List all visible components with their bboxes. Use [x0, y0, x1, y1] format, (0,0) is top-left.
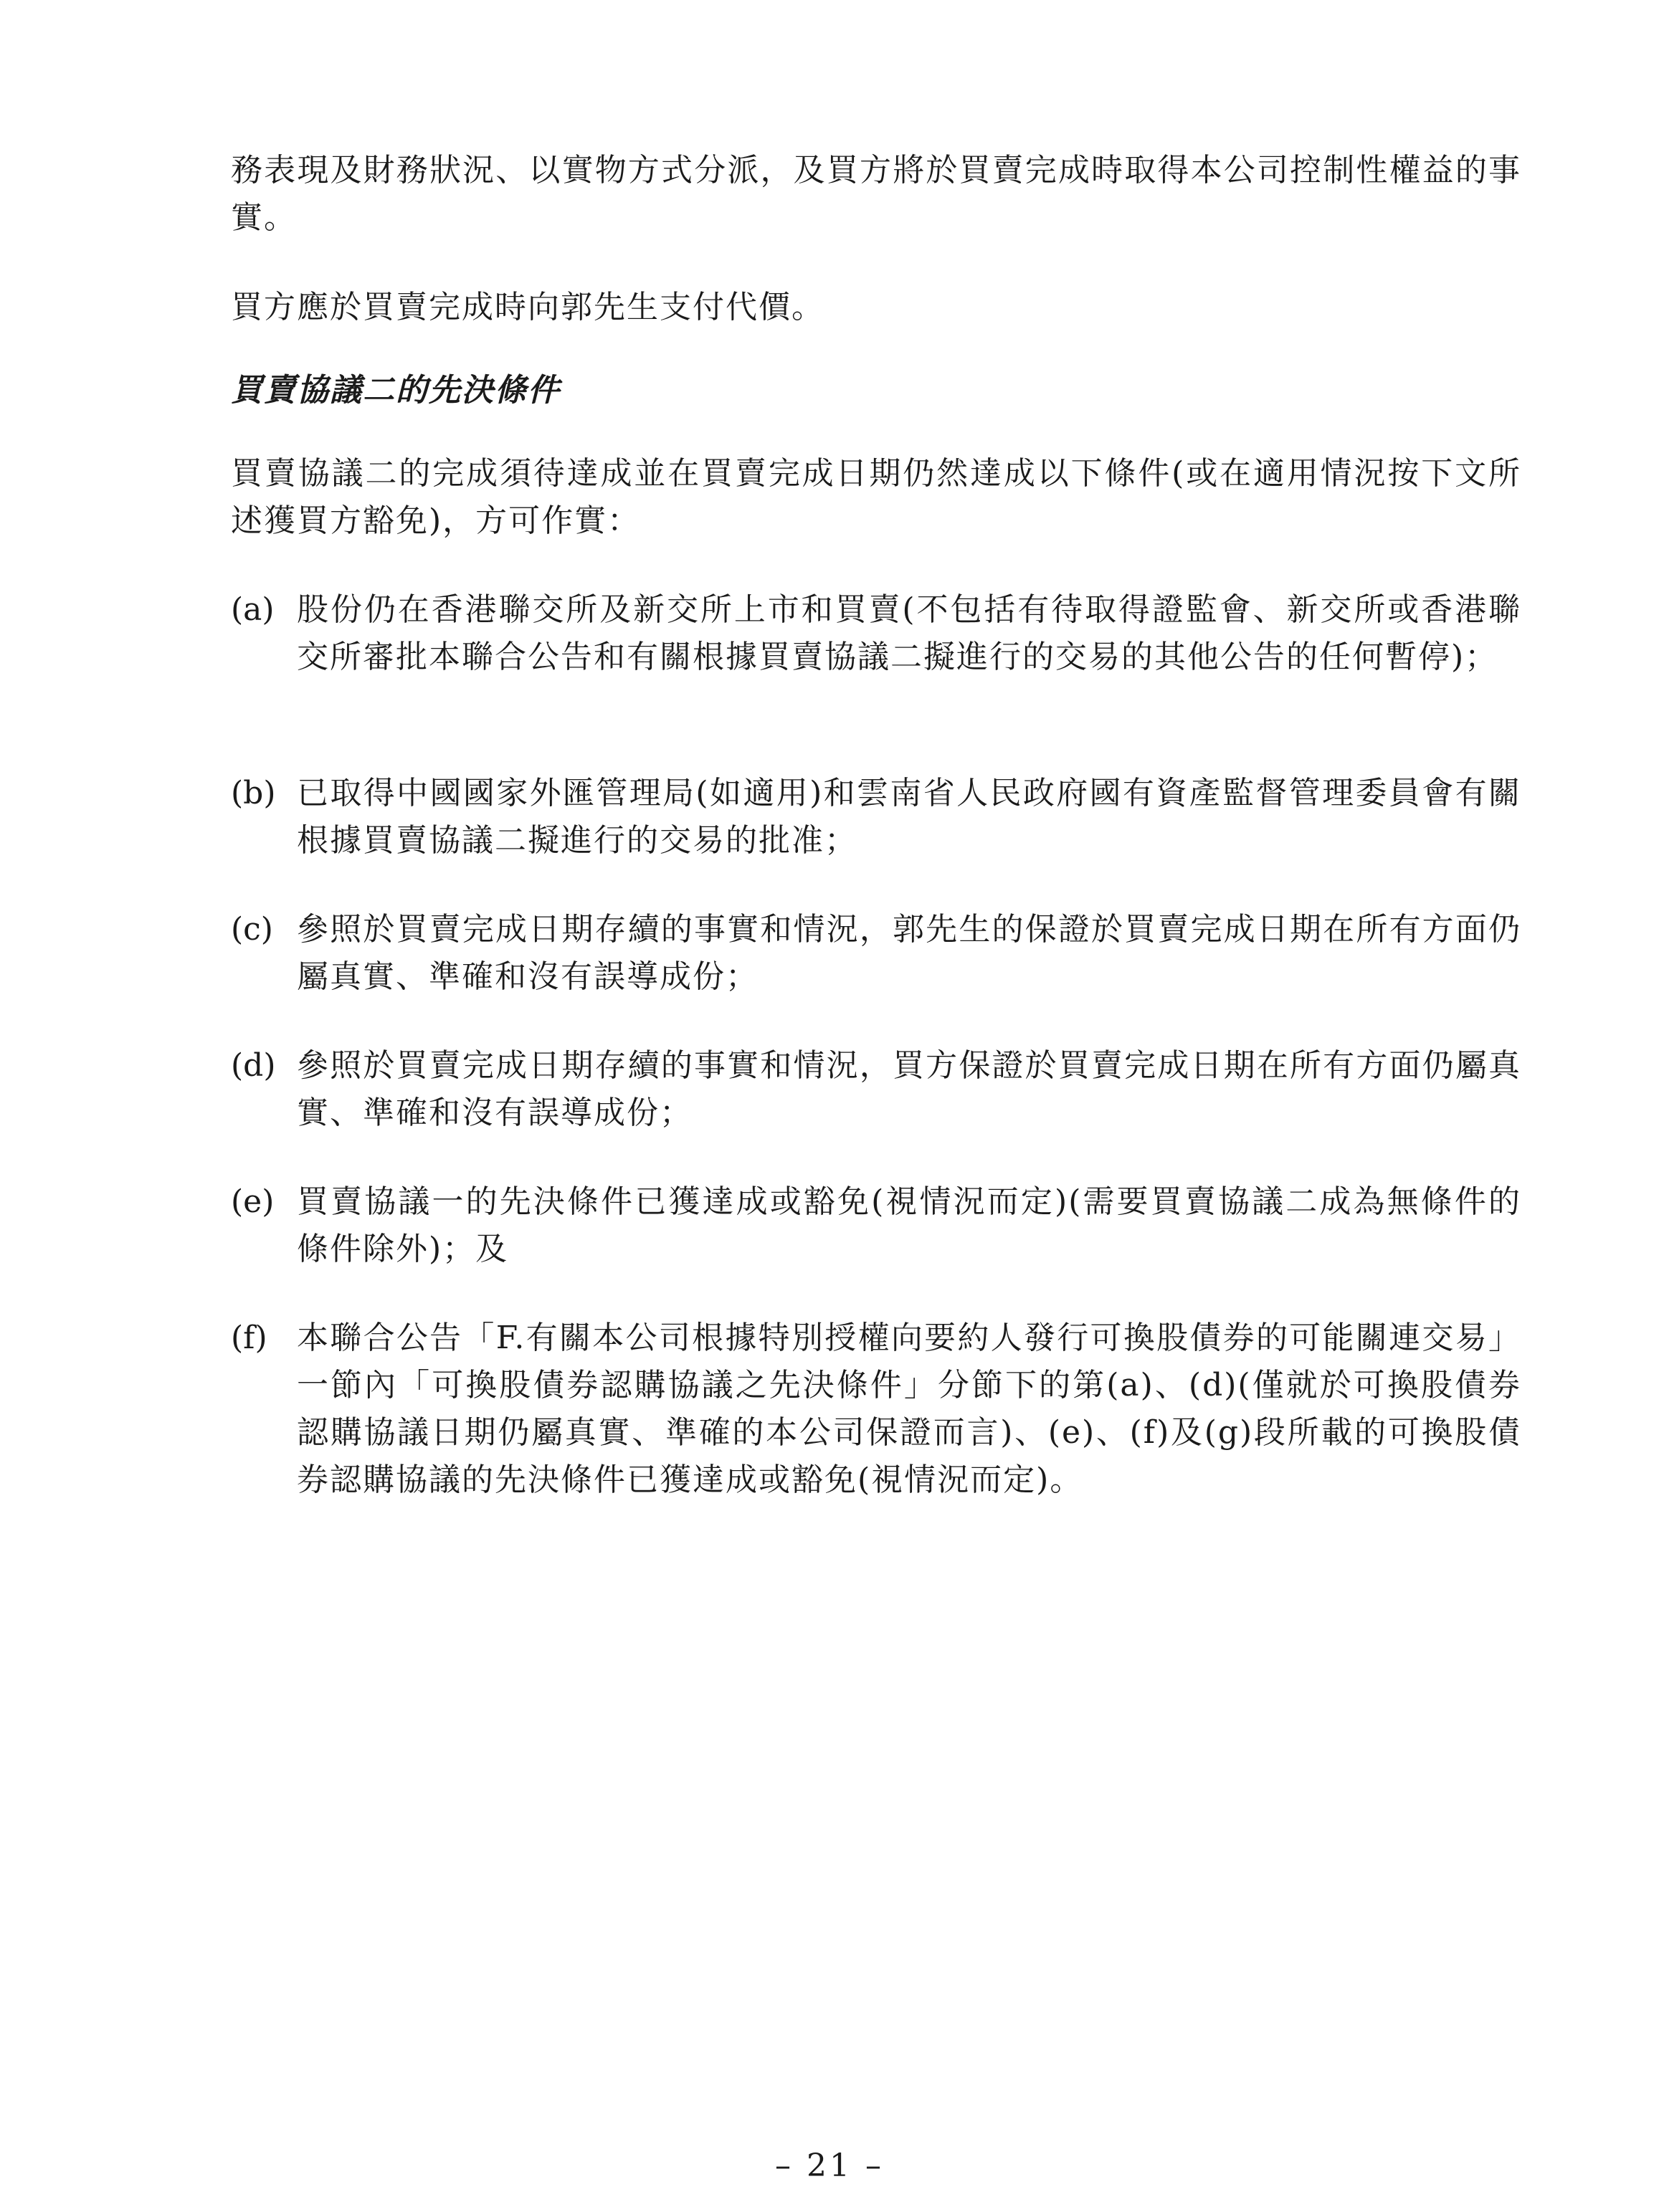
- condition-item-d: [231, 1042, 1521, 1137]
- paragraph-continuation: 務表現及財務狀況、以實物方式分派，及買方將於買賣完成時取得本公司控制性權益的事實。: [231, 152, 1521, 236]
- condition-marker: (c): [231, 911, 273, 948]
- condition-item-e: [231, 1178, 1521, 1273]
- section-heading: 買賣協議二的先決條件: [231, 372, 561, 409]
- condition-item-c: [231, 906, 1521, 1001]
- condition-text: 已取得中國國家外匯管理局(如適用)和雲南省人民政府國有資產監督管理委員會有關根據買賣協議二擬進行的交易的批准；: [297, 775, 1521, 859]
- condition-item-a: [231, 586, 1521, 681]
- condition-marker: (d): [231, 1047, 276, 1084]
- condition-marker: (f): [231, 1320, 267, 1356]
- condition-text: 本聯合公告「F.有關本公司根據特別授權向要約人發行可換股債券的可能關連交易」一節內「可換股債券認購協議之先決條件」分節下的第(a)、(d)(僅就於可換股債券認購協議日期仍屬真實、準確的本公司保證而言)、(e)、(f)及(g)段所載的可換股債券認購協議的先決條件已獲達成或豁免(視情況而定)。: [297, 1320, 1521, 1498]
- paragraph-conditions-intro: 買賣協議二的完成須待達成並在買賣完成日期仍然達成以下條件(或在適用情況按下文所述獲買方豁免)，方可作實：: [231, 455, 1521, 539]
- paragraph-payment: 買方應於買賣完成時向郭先生支付代價。: [231, 289, 824, 325]
- condition-text: 參照於買賣完成日期存續的事實和情況，買方保證於買賣完成日期在所有方面仍屬真實、準確和沒有誤導成份；: [297, 1047, 1521, 1131]
- condition-item-f: [231, 1315, 1521, 1504]
- condition-text: 股份仍在香港聯交所及新交所上市和買賣(不包括有待取得證監會、新交所或香港聯交所審批本聯合公告和有關根據買賣協議二擬進行的交易的其他公告的任何暫停)；: [297, 591, 1521, 675]
- page-number: – 21 –: [775, 2147, 884, 2184]
- condition-marker: (a): [231, 591, 275, 628]
- condition-item-b: [231, 770, 1521, 864]
- condition-marker: (b): [231, 775, 276, 811]
- condition-marker: (e): [231, 1183, 275, 1220]
- condition-text: 參照於買賣完成日期存續的事實和情況，郭先生的保證於買賣完成日期在所有方面仍屬真實、準確和沒有誤導成份；: [297, 911, 1521, 995]
- condition-text: 買賣協議一的先決條件已獲達成或豁免(視情況而定)(需要買賣協議二成為無條件的條件除外)；及: [297, 1183, 1521, 1267]
